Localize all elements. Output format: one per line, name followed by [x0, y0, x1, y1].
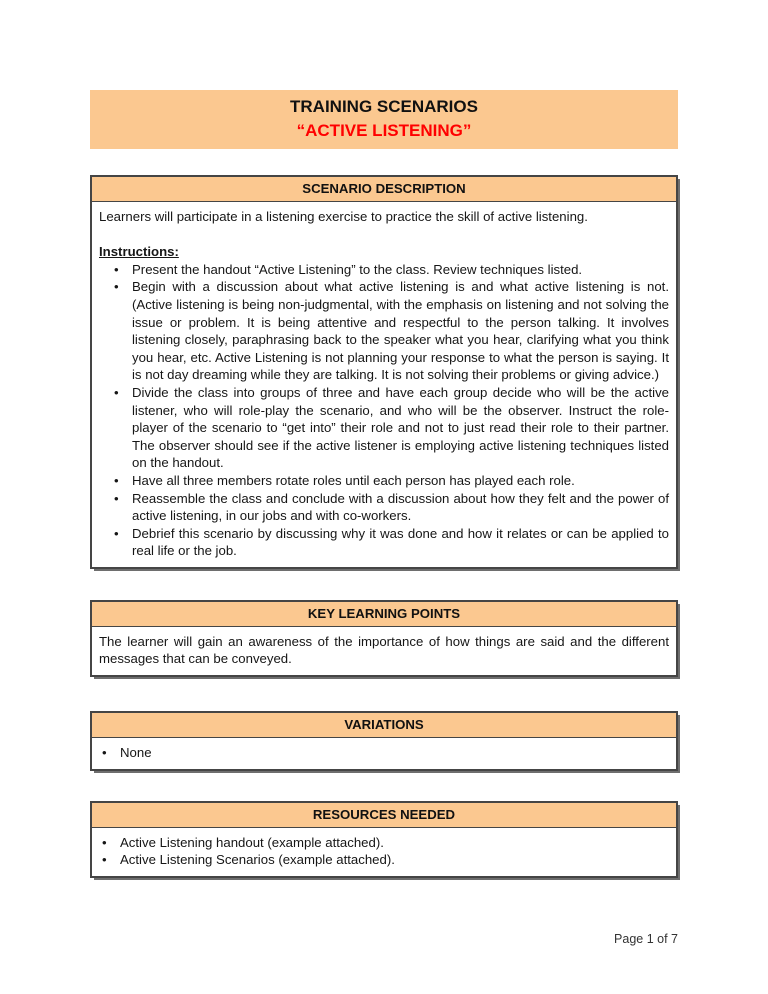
list-item-text: Present the handout “Active Listening” to the class. Review techniques listed.	[132, 261, 583, 277]
bullet-marker: •	[102, 852, 107, 868]
list-item-text: Begin with a discussion about what active listening is and what active listening is not. (Active listening is being non-judgmental, with the emphasis on listening and not solving the issue or problem. It is being attentive and respectful to the person talking. It involves listening closely, paraphrasing back to the speaker what you hear, clarifying what you think you hear, etc. Active Listening is not planning your response to what the person is saying. It is not day dreaming while they are talking. It is not solving their problems or giving advice.)	[132, 279, 669, 383]
list-item-text: Have all three members rotate roles until each person has played each role.	[132, 472, 575, 488]
list-item	[99, 472, 669, 490]
section-header-variations: VARIATIONS	[92, 713, 676, 738]
section-scenario-description	[90, 175, 678, 569]
resources-bullet-list	[99, 834, 669, 869]
section-body-scenario-description	[92, 202, 676, 567]
list-item	[99, 525, 669, 560]
list-item	[99, 744, 669, 762]
list-item-text: Active Listening handout (example attached).	[120, 834, 384, 850]
title-banner	[90, 90, 678, 149]
section-header-resources-needed: RESOURCES NEEDED	[92, 803, 676, 828]
page-number: Page 1 of 7	[614, 932, 678, 946]
list-item	[99, 490, 669, 525]
instructions-bullet-list	[99, 261, 669, 560]
list-item	[99, 834, 669, 852]
list-item	[99, 278, 669, 384]
instructions-subheading: Instructions:	[99, 244, 179, 260]
page-content	[90, 0, 678, 878]
bullet-marker: •	[102, 834, 107, 850]
section-body-key-learning-points	[92, 627, 676, 675]
section-resources-needed	[90, 801, 678, 878]
bullet-marker: •	[114, 472, 119, 488]
list-item-text: Debrief this scenario by discussing why it was done and how it relates or can be applied to real life or the job.	[132, 525, 669, 559]
document-title: TRAINING SCENARIOS	[290, 97, 478, 116]
list-item	[99, 261, 669, 279]
bullet-marker: •	[102, 745, 107, 761]
list-item	[99, 384, 669, 472]
document-subtitle: “ACTIVE LISTENING”	[296, 121, 472, 140]
list-item-text: Reassemble the class and conclude with a discussion about how they felt and the power of active listening, in our jobs and with co-workers.	[132, 490, 669, 524]
bullet-marker: •	[114, 261, 119, 277]
section-header-scenario-description: SCENARIO DESCRIPTION	[92, 177, 676, 202]
scenario-intro-text: Learners will participate in a listening exercise to practice the skill of active listening.	[99, 209, 588, 224]
section-variations	[90, 711, 678, 771]
bullet-marker: •	[114, 490, 119, 506]
variations-bullet-list	[99, 744, 669, 762]
list-item-text: None	[120, 745, 152, 761]
bullet-marker: •	[114, 279, 119, 295]
bullet-marker: •	[114, 384, 119, 400]
section-body-variations	[92, 738, 676, 769]
key-learning-points-text: The learner will gain an awareness of the importance of how things are said and the different messages that can be conveyed.	[99, 633, 669, 667]
list-item	[99, 851, 669, 869]
list-item-text: Active Listening Scenarios (example attached).	[120, 852, 395, 868]
list-item-text: Divide the class into groups of three and have each group decide who will be the active listener, who will role-play the scenario, and who will be the observer. Instruct the role-player of the scenario to “get into” their role and not to just read their role to their partner. The observer should see if the active listener is employing active listening techniques listed on the handout.	[132, 384, 669, 471]
section-header-key-learning-points: KEY LEARNING POINTS	[92, 602, 676, 627]
section-body-resources-needed	[92, 828, 676, 876]
section-key-learning-points	[90, 600, 678, 677]
bullet-marker: •	[114, 525, 119, 541]
